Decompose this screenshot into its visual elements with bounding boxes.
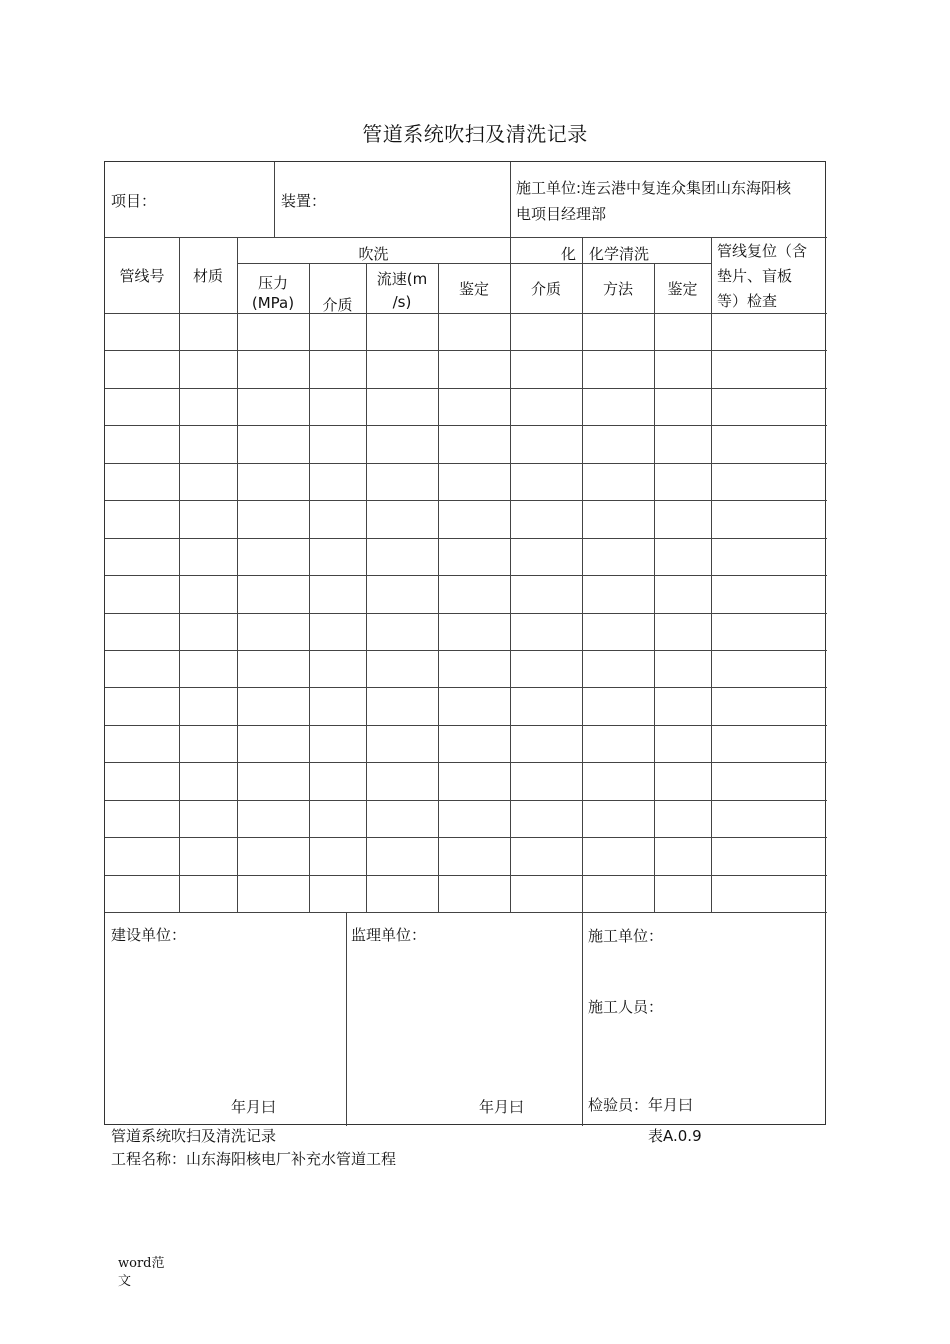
- record-table: [104, 161, 826, 1125]
- divider: [366, 263, 367, 912]
- owner-date: 年月曰: [231, 1098, 277, 1116]
- device-label: 装置：: [281, 192, 327, 210]
- divider: [654, 263, 655, 912]
- divider: [274, 162, 275, 237]
- col-restore-cont: 垫片、盲板: [717, 267, 793, 285]
- col-restore: 管线复位（含: [717, 242, 808, 260]
- divider: [105, 313, 827, 314]
- contractor-label-cont: 电项目经理部: [516, 205, 607, 223]
- table-row: [105, 538, 827, 539]
- divider: [346, 912, 347, 1126]
- contractor-label: 施工单位:连云港中复连众集团山东海阳核: [516, 179, 792, 197]
- owner-label: 建设单位：: [111, 926, 187, 944]
- divider: [105, 237, 827, 238]
- col-pressure: 压力: [257, 274, 288, 292]
- table-row: [105, 687, 827, 688]
- table-row: [105, 800, 827, 801]
- table-row: [105, 875, 827, 876]
- col-restore-cont2: 等）检查: [717, 292, 778, 310]
- table-row: [105, 613, 827, 614]
- col-method: 方法: [602, 280, 633, 298]
- table-row: [105, 388, 827, 389]
- col-purge: 吹洗: [358, 245, 389, 263]
- col-chem-medium: 介质: [530, 280, 561, 298]
- supervisor-date: 年月曰: [479, 1098, 525, 1116]
- footer-project-name: 工程名称：山东海阳核电厂补充水管道工程: [111, 1150, 397, 1168]
- table-row: [105, 425, 827, 426]
- sig-contractor-label: 施工单位：: [588, 927, 664, 945]
- watermark: word范: [118, 1256, 165, 1271]
- table-row: [105, 500, 827, 501]
- col-pressure-unit: (MPa): [251, 294, 295, 312]
- col-chem-appraisal: 鉴定: [667, 280, 698, 298]
- table-row: [105, 912, 827, 913]
- builder-label: 施工人员：: [588, 998, 664, 1016]
- table-row: [105, 350, 827, 351]
- watermark-cont: 文: [118, 1274, 132, 1289]
- page-title: 管道系统吹扫及清洗记录: [362, 122, 588, 146]
- col-material: 材质: [192, 267, 223, 285]
- project-label: 项目：: [111, 192, 157, 210]
- table-row: [105, 650, 827, 651]
- table-row: [105, 725, 827, 726]
- col-chem-clean: 化学清洗: [589, 245, 650, 263]
- col-medium: 介质: [322, 296, 353, 314]
- divider: [438, 263, 439, 912]
- table-row: [105, 762, 827, 763]
- divider: [309, 263, 310, 912]
- supervisor-label: 监理单位：: [351, 926, 427, 944]
- divider: [582, 912, 583, 1126]
- table-row: [105, 463, 827, 464]
- col-appraisal: 鉴定: [458, 280, 489, 298]
- inspector-label: 检验员：年月曰: [588, 1096, 694, 1114]
- footer-doc-name: 管道系统吹扫及清洗记录: [111, 1127, 277, 1145]
- footer-table-no: 表A.0.9: [648, 1127, 702, 1145]
- col-velocity: 流速(m: [376, 270, 428, 288]
- col-chem-char: 化: [561, 245, 577, 263]
- col-velocity-unit: /s): [392, 293, 412, 311]
- table-row: [105, 837, 827, 838]
- table-row: [105, 575, 827, 576]
- col-pipe-no: 管线号: [119, 267, 165, 285]
